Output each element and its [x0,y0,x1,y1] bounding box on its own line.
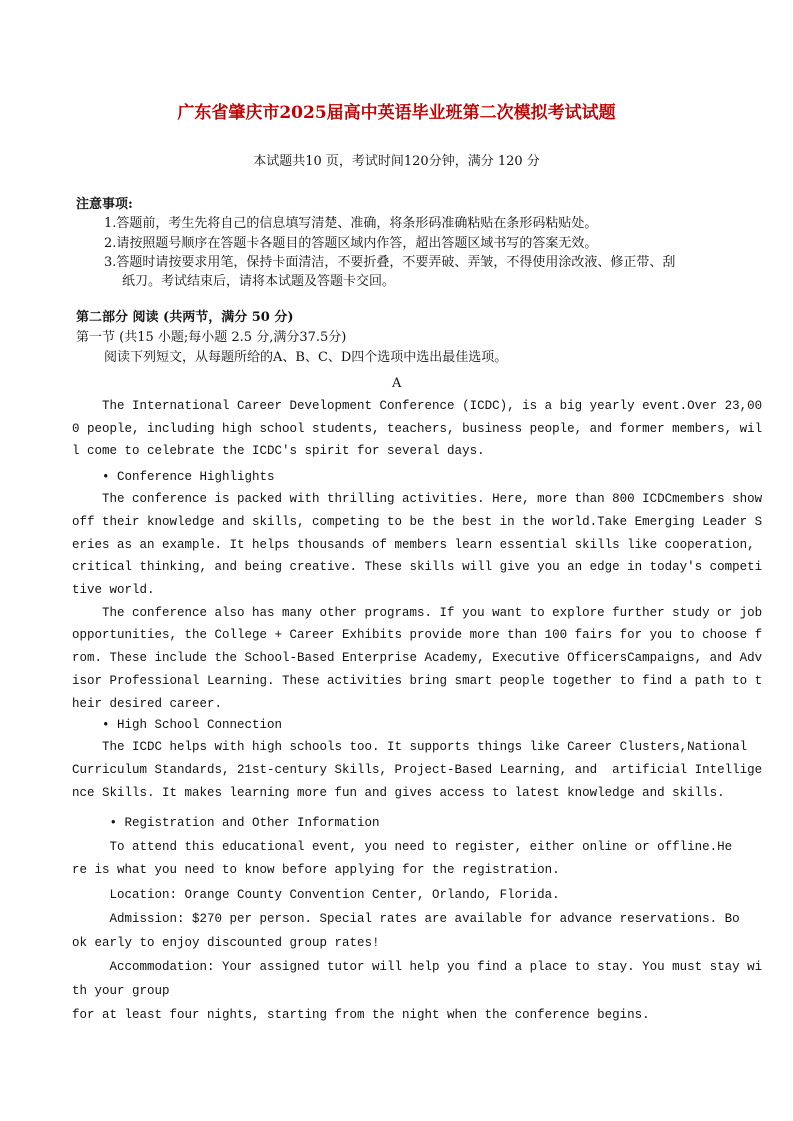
passage-line: The ICDC helps with high schools too. It supports things like Career Clusters,National [72,740,748,754]
notice-item: 2.请按照题号顺序在答题卡各题目的答题区域内作答，超出答题区域书写的答案无效。 [104,236,598,251]
passage-line: The International Career Development Conference (ICDC), is a big yearly event.Over 23,00 [72,399,763,413]
passage-line: rom. These include the School-Based Enterprise Academy, Executive OfficersCampaigns, and Adv [72,651,763,665]
passage-line: The conference also has many other programs. If you want to explore further study or job [72,606,763,620]
notice-heading: 注意事项: [76,197,133,212]
page-title: 广东省肇庆市2025届高中英语毕业班第二次模拟考试试题 [177,103,616,123]
passage-line: • Registration and Other Information [72,816,380,830]
passage-line: heir desired career. [72,697,223,711]
part-heading: 第二部分 阅读 (共两节，满分 50 分) [76,310,294,325]
notice-item: 1.答题前，考生先将自己的信息填写清楚、准确，将条形码准确粘贴在条形码粘贴处。 [104,216,598,231]
passage-line: tive world. [72,583,155,597]
passage-line: opportunities, the College + Career Exhibits provide more than 100 fairs for you to choose f [72,628,763,642]
passage-line: for at least four nights, starting from the night when the conference begins. [72,1008,650,1022]
section-heading: 第一节 (共15 小题;每小题 2.5 分,满分37.5分) [76,330,347,345]
passage-line: eries as an example. It helps thousands of members learn essential skills like cooperation, [72,538,755,552]
passage-line: l come to celebrate the ICDC's spirit for several days. [72,444,485,458]
passage-line: Location: Orange County Convention Center, Orlando, Florida. [72,888,560,902]
passage-line: Curriculum Standards, 21st-century Skills, Project-Based Learning, and artificial Intellige [72,763,763,777]
passage-label: A [392,376,402,391]
passage-line: Accommodation: Your assigned tutor will help you find a place to stay. You must stay wi [72,960,763,974]
notice-item: 3.答题时请按要求用笔，保持卡面清洁，不要折叠，不要弄破、弄皱，不得使用涂改液、修正带、刮 [104,255,676,270]
passage-line: • High School Connection [72,718,283,732]
passage-line: isor Professional Learning. These activities bring smart people together to find a path to t [72,674,763,688]
passage-line: th your group [72,984,170,998]
passage-line: nce Skills. It makes learning more fun and gives access to latest knowledge and skills. [72,786,725,800]
instruction: 阅读下列短文，从每题所给的A、B、C、D四个选项中选出最佳选项。 [104,350,508,365]
passage-line: ok early to enjoy discounted group rates! [72,936,380,950]
passage-line: critical thinking, and being creative. These skills will give you an edge in today's competi [72,560,763,574]
passage-line: The conference is packed with thrilling activities. Here, more than 800 ICDCmembers show [72,492,763,506]
exam-info: 本试题共10 页，考试时间120分钟，满分 120 分 [253,154,540,169]
passage-line: To attend this educational event, you need to register, either online or offline.He [72,840,733,854]
passage-line: • Conference Highlights [72,470,275,484]
passage-line: off their knowledge and skills, competing to be the best in the world.Take Emerging Leader S [72,515,763,529]
passage-line: Admission: $270 per person. Special rates are available for advance reservations. Bo [72,912,740,926]
passage-line: re is what you need to know before applying for the registration. [72,863,560,877]
notice-item: 纸刀。考试结束后，请将本试题及答题卡交回。 [122,274,396,289]
passage-line: 0 people, including high school students, teachers, business people, and former members, wil [72,422,763,436]
